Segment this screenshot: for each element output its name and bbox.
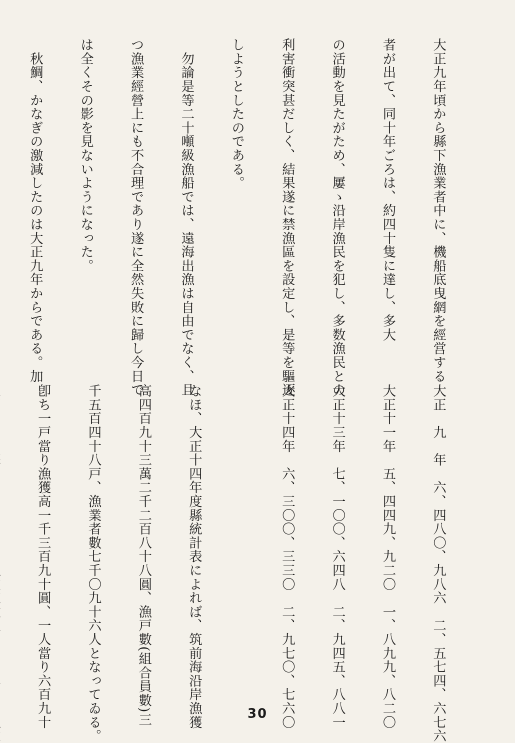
- table-year-cell: 大正十三年 七、一〇〇、六四八 二、九四五、八八一: [329, 384, 345, 729]
- text-column: なほ、大正十四年度縣統計表によれば、筑前海沿岸漁獲: [186, 384, 202, 729]
- text-column: しようとしたのである。: [228, 38, 244, 190]
- table-year-cell: 大正 九 年 六、四八〇、九八六 二、五七四、六七六: [430, 384, 446, 743]
- table-year-cell: 大正十四年 六、三〇〇、三三〇 二、九七〇、七六〇: [279, 384, 295, 729]
- text-column: 卽ち一戸當り漁獲高一千三百九十圓、一人當り六百九十: [35, 384, 51, 729]
- text-column: は全くその影を見ないようになった。: [77, 38, 93, 273]
- text-column: つ漁業經營上にも不合理であり遂に全然失敗に歸し今日で: [128, 38, 144, 397]
- text-column: 高四百九十三萬二千二百八十八圓、漁戸數(組合員數)三: [135, 384, 151, 727]
- text-column: 大正九年頃から縣下漁業者中に、機船底曳網を經営する: [430, 38, 446, 383]
- text-column: 者が出て、同十年ごろは、約四十隻に達し、多大: [380, 38, 396, 342]
- text-column: 千五百四十八戸、漁業者數七千〇九十六人となってゐる。: [85, 384, 101, 743]
- text-column: 利害衝突甚だしく、結果遂に禁漁區を設定し、是等を驅逐: [279, 38, 295, 397]
- column-gap: [235, 384, 244, 688]
- text-column: 勿論是等二十噸級漁船では、遠海出漁は自由でなく、且: [178, 38, 194, 397]
- page-number: 30: [247, 707, 268, 722]
- text-column: の活動を見たがため、屢ゝ沿岸漁民を犯し、多数漁民との: [329, 38, 345, 397]
- top-text-block: [4, 38, 479, 397]
- table-year-cell: 大正十一年 五、四四九、九二〇 一、八九九、八二〇: [380, 384, 396, 729]
- text-column: 秋鯛、かなぎの激減したのは大正九年からである。加: [27, 38, 43, 383]
